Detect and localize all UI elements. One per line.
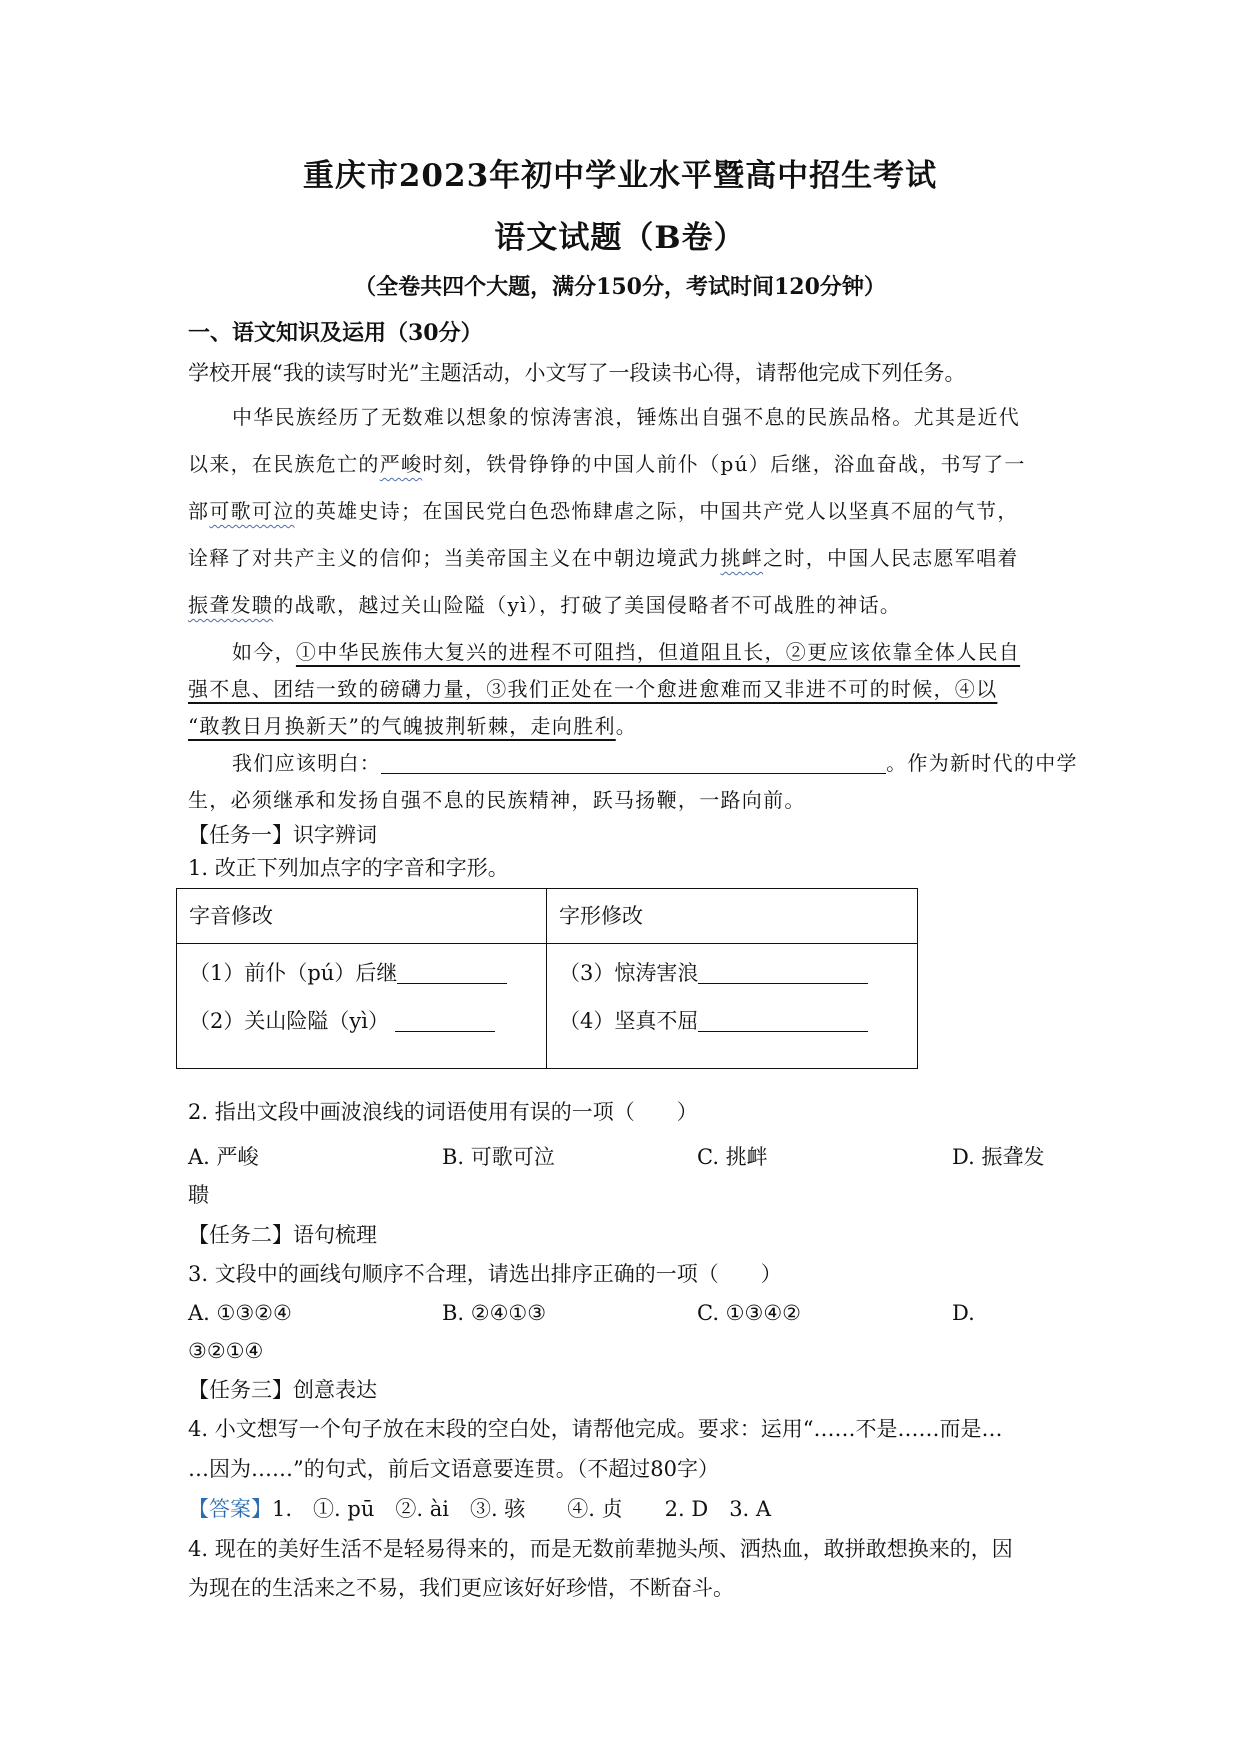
wavy-word-4: 振聋发聩: [188, 593, 274, 617]
underlined-sentence: “敢教日月换新天”的气魄披荆斩棘，走向胜利: [188, 714, 616, 738]
passage-line: [188, 711, 1058, 741]
table-cell: [177, 944, 547, 1069]
table-item: [189, 1006, 534, 1036]
text-run: 的英雄史诗；在国民党白色恐怖肆虐之际，中国共产党人以坚真不屈的气节，: [294, 499, 1019, 523]
item-text: （1）前仆（pú）后继: [189, 961, 398, 985]
text-run: 。作为新时代的中学: [886, 751, 1078, 775]
answer-tag: 【答案】: [188, 1497, 272, 1521]
text-run: 的战歌，越过关山险隘（yì），打破了美国侵略者不可战胜的神话。: [273, 593, 902, 617]
wavy-word-3: 挑衅: [720, 546, 764, 570]
table-item: [559, 1006, 905, 1036]
passage-line: [188, 590, 1058, 620]
text-run: 诠释了对共产主义的信仰；当美帝国主义在中朝边境武力: [188, 546, 721, 570]
option-a[interactable]: A. ①③②④: [188, 1301, 292, 1325]
passage-line: [232, 637, 1102, 667]
answer-blank[interactable]: [698, 961, 868, 984]
option-d-wrap: ③②①④: [188, 1339, 264, 1363]
task-heading: 【任务二】语句梳理: [188, 1223, 377, 1247]
text-run: 如今，: [232, 640, 296, 664]
text-run: 时刻，铁骨铮铮的中国人前仆（pú）后继，浴血奋战，书写了一: [422, 452, 1026, 476]
section-heading: 一、语文知识及运用（30分）: [188, 320, 483, 346]
passage-line: 中华民族经历了无数难以想象的惊涛害浪，锤炼出自强不息的民族品格。尤其是近代: [232, 405, 1021, 429]
task-heading: 【任务一】识字辨词: [188, 823, 377, 847]
passage-line: [188, 674, 1058, 704]
passage-line: [188, 449, 1058, 479]
task-heading: 【任务三】创意表达: [188, 1378, 377, 1402]
answer-line: [188, 1494, 1058, 1524]
correction-table: [176, 888, 918, 1069]
table-header: 字形修改: [547, 889, 918, 944]
answer-blank[interactable]: [381, 751, 886, 774]
item-text: （3）惊涛害浪: [559, 961, 699, 985]
question-1: 1. 改正下列加点字的字音和字形。: [188, 856, 509, 880]
answer-blank[interactable]: [698, 1009, 868, 1032]
option-b[interactable]: B. ②④①③: [442, 1301, 547, 1325]
passage-line: [188, 543, 1058, 573]
text-run: 我们应该明白：: [232, 751, 382, 775]
option-c[interactable]: C. ①③④②: [697, 1301, 801, 1325]
answer-text: 1. ①. pū ②. ài ③. 骇 ④. 贞 2. D 3. A: [272, 1497, 772, 1521]
question-2: 2. 指出文段中画波浪线的词语使用有误的一项（ ）: [188, 1100, 698, 1124]
question-3: 3. 文段中的画线句顺序不合理，请选出排序正确的一项（ ）: [188, 1262, 782, 1286]
wavy-word-2: 可歌可泣: [209, 499, 295, 523]
table-item: [559, 958, 905, 988]
passage-line: 生，必须继承和发扬自强不息的民族精神，跃马扬鞭，一路向前。: [188, 788, 806, 812]
item-text: （2）关山险隘（yì）: [189, 1009, 389, 1033]
underlined-sentence: ①中华民族伟大复兴的进程不可阻挡，但道阻且长，②更应该依靠全体人民自: [295, 640, 1021, 664]
answer-q4: 4. 现在的美好生活不是轻易得来的，而是无数前辈抛头颅、洒热血，敢拼敢想换来的，因: [188, 1537, 1013, 1561]
passage-line: [232, 748, 1102, 778]
underlined-sentence: 强不息、团结一致的磅礴力量，③我们正处在一个愈进愈难而又非进不可的时候，④以: [188, 677, 998, 701]
question-4-cont: …因为……”的句式，前后文语意要连贯。（不超过80字）: [188, 1457, 719, 1481]
question-4: 4. 小文想写一个句子放在末段的空白处，请帮他完成。要求：运用“……不是……而是…: [188, 1417, 1003, 1441]
wavy-word-1: 严峻: [379, 452, 423, 476]
table-header: 字音修改: [177, 889, 547, 944]
text-run: 。: [615, 714, 638, 738]
option-c[interactable]: C. 挑衅: [697, 1145, 768, 1169]
table-item: [189, 958, 534, 988]
exam-subject-title: 语文试题（B卷）: [494, 220, 746, 256]
option-a[interactable]: A. 严峻: [188, 1145, 259, 1169]
answer-blank[interactable]: [395, 1009, 495, 1032]
text-run: 之时，中国人民志愿军唱着: [763, 546, 1019, 570]
option-b[interactable]: B. 可歌可泣: [442, 1145, 555, 1169]
item-text: （4）坚真不屈: [559, 1009, 699, 1033]
passage-line: [188, 496, 1058, 526]
option-d[interactable]: D. 振聋发: [952, 1145, 1045, 1169]
table-cell: [547, 944, 918, 1069]
exam-info: （全卷共四个大题，满分150分，考试时间120分钟）: [354, 274, 886, 300]
option-d[interactable]: D.: [952, 1301, 975, 1325]
section-intro: 学校开展“我的读写时光”主题活动，小文写了一段读书心得，请帮他完成下列任务。: [188, 361, 966, 385]
answer-blank[interactable]: [397, 961, 507, 984]
text-run: 部: [188, 499, 210, 523]
exam-title: 重庆市2023年初中学业水平暨高中招生考试: [302, 158, 938, 194]
answer-q4-cont: 为现在的生活来之不易，我们更应该好好珍惜，不断奋斗。: [188, 1576, 734, 1600]
text-run: 以来，在民族危亡的: [188, 452, 380, 476]
option-d-wrap: 聩: [188, 1183, 209, 1207]
